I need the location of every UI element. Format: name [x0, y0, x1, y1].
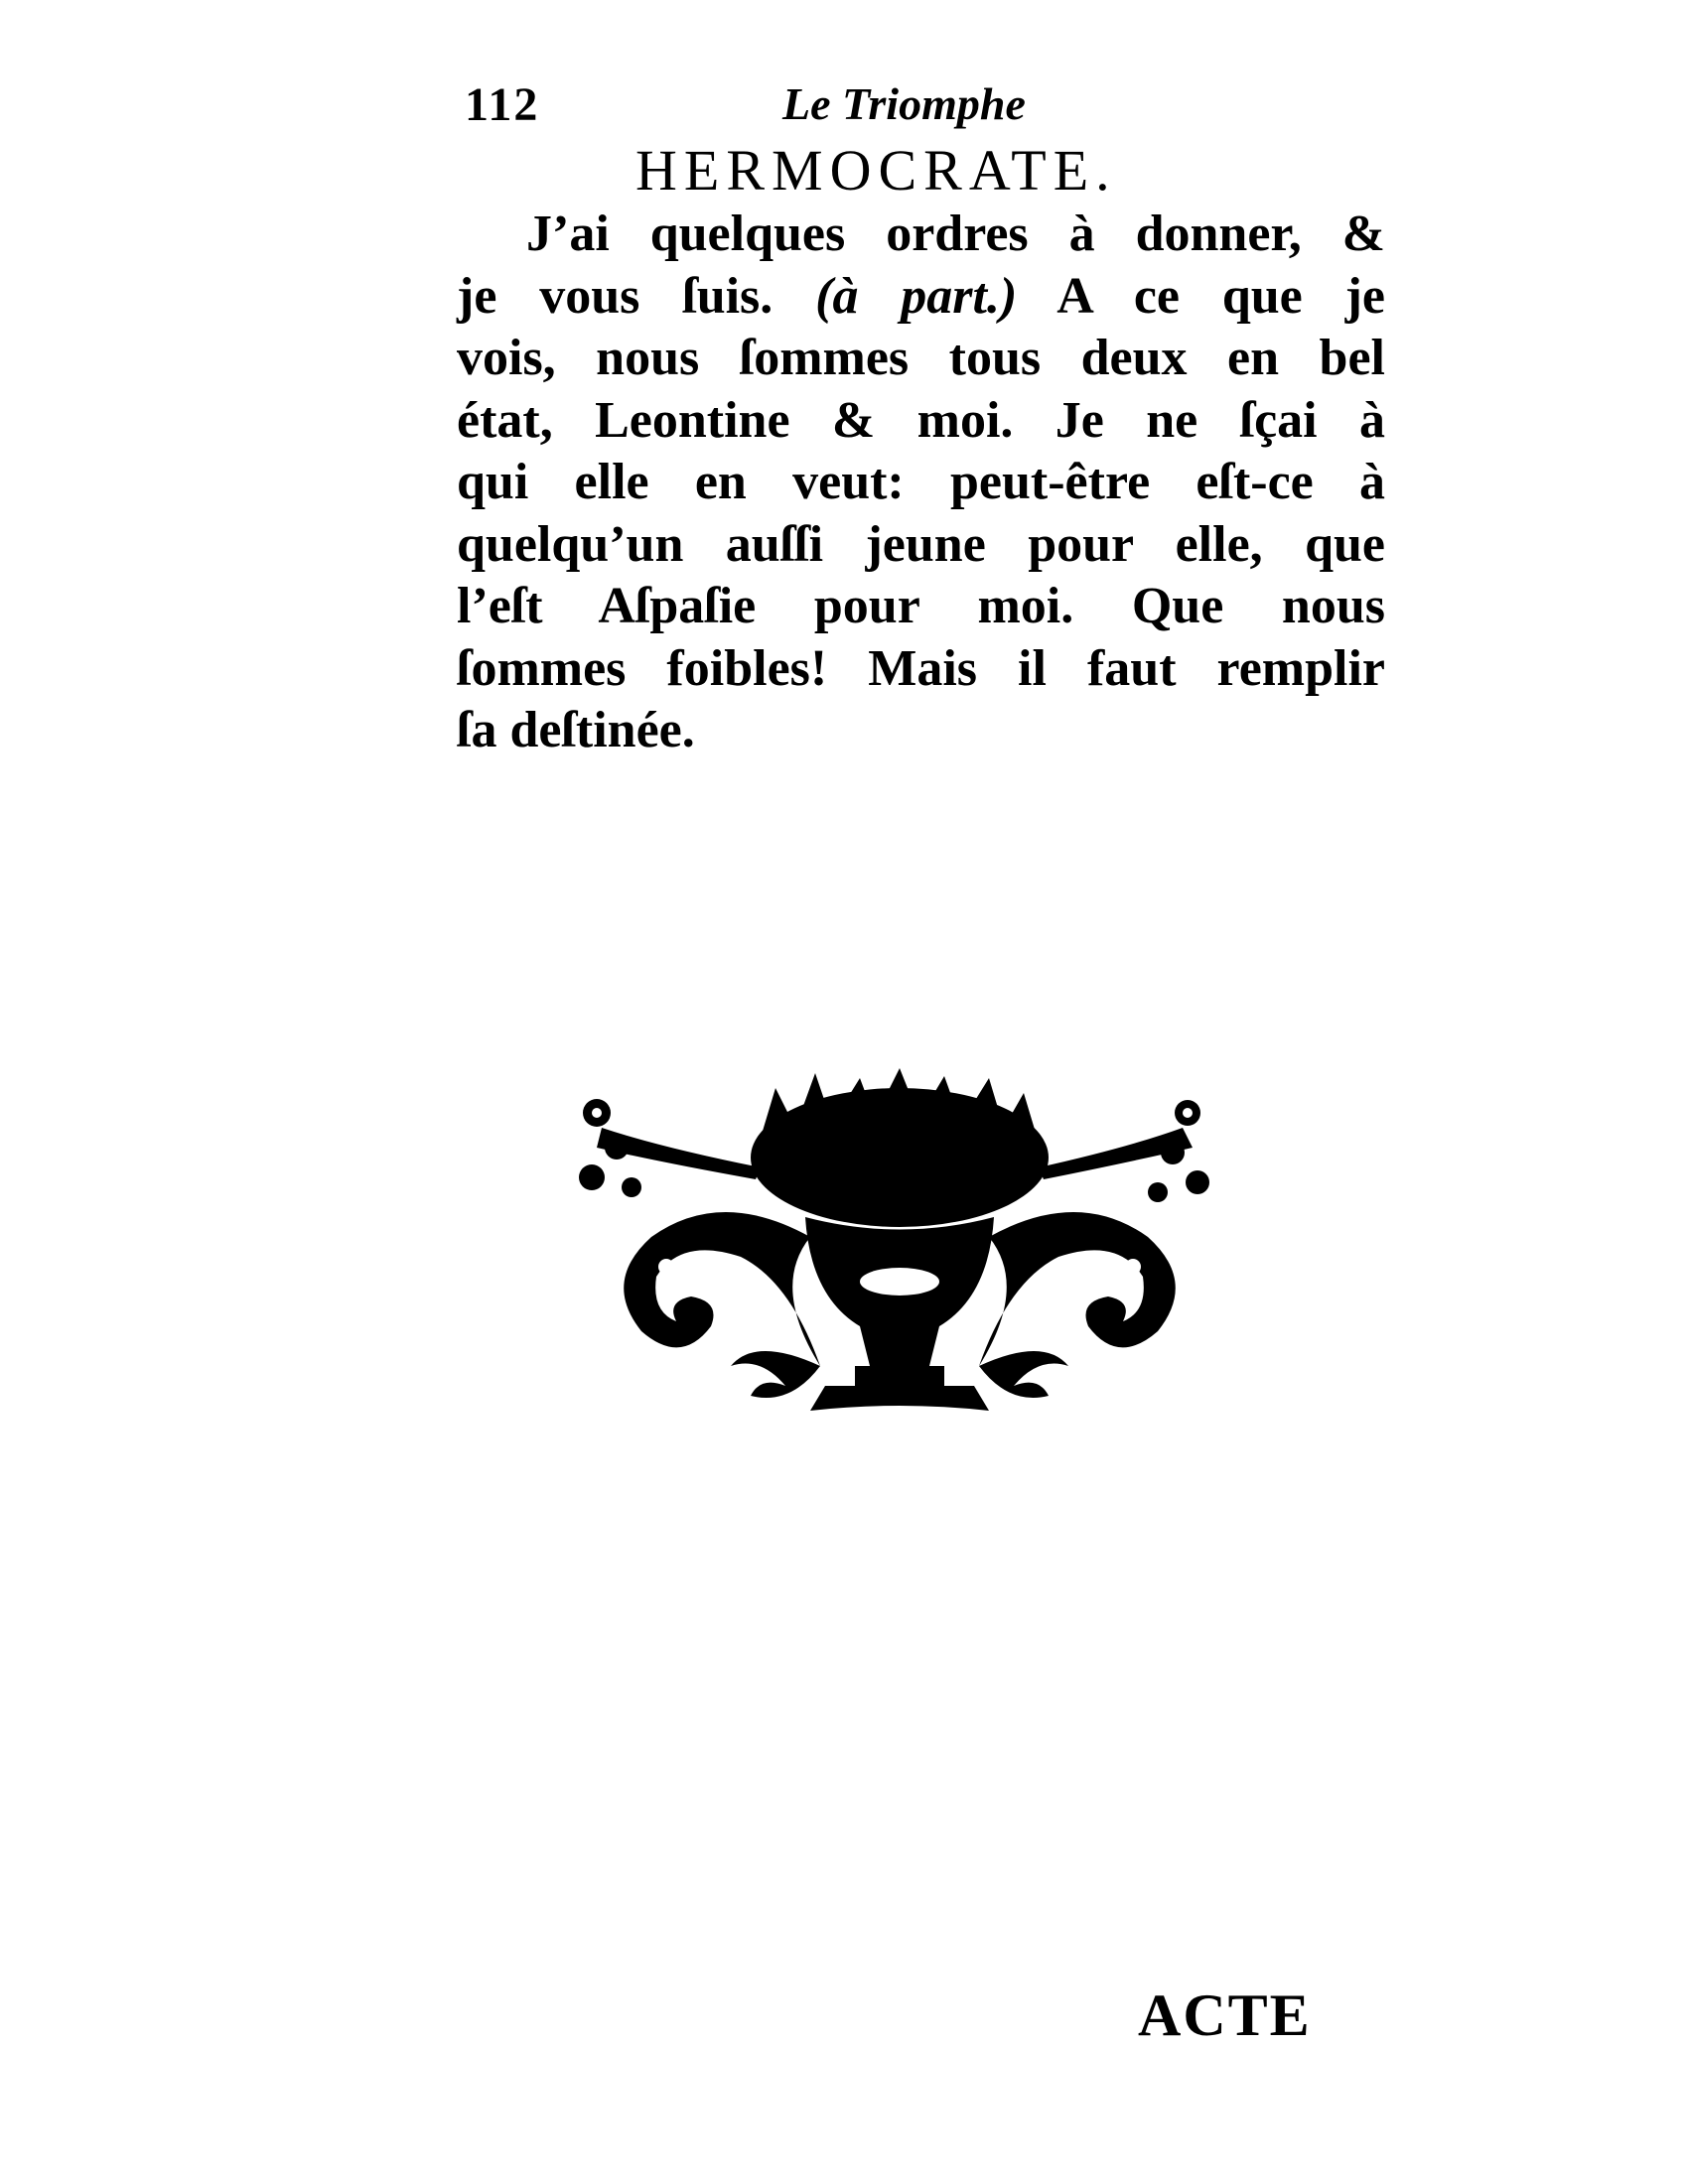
text-line: l’eſt Aſpaſie pour moi. Que nous: [457, 578, 1385, 634]
page-number: 112: [465, 78, 540, 131]
text-line: quelqu’un auſſi jeune pour elle, que: [457, 515, 1385, 573]
text-line: état, Leontine & moi. Je ne ſçai à: [457, 391, 1385, 449]
text-line: ſommes foibles! Mais il faut remplir: [457, 639, 1385, 697]
speaker-name: HERMOCRATE.: [635, 138, 1117, 203]
running-title: Le Triomphe: [782, 78, 1026, 129]
vase-ornament-icon: [572, 1068, 1227, 1455]
stage-direction: (à part.): [815, 267, 1018, 325]
text-line: [457, 266, 1385, 329]
running-head: [465, 77, 1378, 137]
text-line: vois, nous ſommes tous deux en bel: [457, 330, 1385, 386]
text-line: ſa deſtinée.: [457, 702, 695, 758]
text-line: qui elle en veut: peut-être eſt-ce à: [457, 454, 1385, 510]
text-line: J’ai quelques ordres à donner, &: [526, 205, 1385, 262]
speech-text: [457, 204, 1385, 762]
text-segment: A ce que je: [1056, 267, 1385, 325]
catchword: ACTE: [1138, 1982, 1312, 2048]
text-segment: je vous ſuis.: [457, 267, 774, 325]
